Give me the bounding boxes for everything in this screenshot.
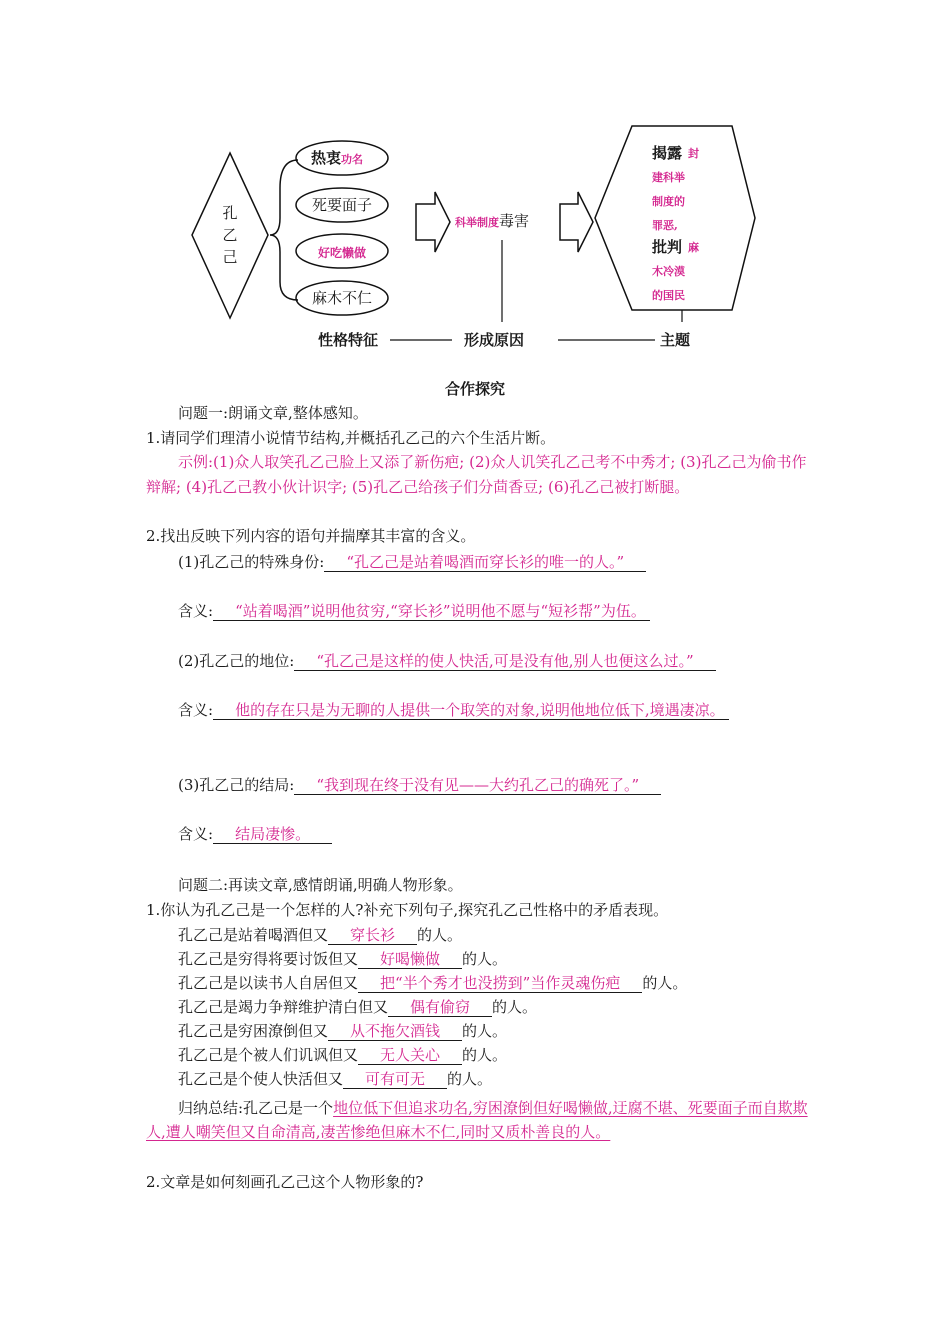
contrast-sentence: 孔乙己是站着喝酒但又 穿长衫 的人。 <box>178 926 463 944</box>
contrast-sentence: 孔乙己是穷困潦倒但又 从不拖欠酒钱 的人。 <box>178 1022 508 1040</box>
label-causes: 形成原因 <box>464 331 525 349</box>
theme-answer-1-l4: 罪恶, <box>652 219 678 232</box>
contrast-sentence: 孔乙己是以读书人自居但又 把“半个秀才也没捞到”当作灵魂伤疤 的人。 <box>178 974 688 992</box>
status-answer: “孔乙己是这样的使人快活,可是没有他,别人也便这么过。” <box>294 653 715 671</box>
contrast-sentence: 孔乙己是穷得将要讨饭但又 好喝懒做 的人。 <box>178 950 508 968</box>
q2-item1: 1.你认为孔乙己是一个怎样的人?补充下列句子,探究孔乙己性格中的矛盾表现。 <box>146 901 669 919</box>
trait-4: 麻木不仁 <box>312 289 373 307</box>
ending-meaning: 结局凄惨。 <box>213 826 332 844</box>
status-meaning: 他的存在只是为无聊的人提供一个取笑的对象,说明他地位低下,境遇凄凉。 <box>213 702 729 720</box>
theme-answer-2-l2: 木冷漠 <box>652 265 685 278</box>
label-theme: 主题 <box>660 331 691 349</box>
theme-label-1: 揭露 <box>652 144 683 162</box>
ending-row: (3)孔乙己的结局: “我到现在终于没有见——大约孔乙己的确死了。” <box>178 775 661 795</box>
label-traits: 性格特征 <box>318 331 379 349</box>
theme-answer-1-l2: 建科举 <box>652 171 685 184</box>
summary-row: 归纳总结:孔乙己是一个地位低下但追求功名,穷困潦倒但好喝懒做,迂腐不堪、死要面子而自欺欺人,遭人嘲笑但又自命清高,凄苦惨绝但麻木不仁,同时又质朴善良的人。 <box>146 1099 808 1141</box>
q2-title: 问题二:再读文章,感情朗诵,明确人物形象。 <box>178 876 463 894</box>
identity-meaning: “站着喝酒”说明他贫穷,“穿长衫”说明他不愿与“短衫帮”为伍。 <box>213 603 650 621</box>
identity-meaning-row: 含义: “站着喝酒”说明他贫穷,“穿长衫”说明他不愿与“短衫帮”为伍。 <box>178 601 650 621</box>
section-title: 合作探究 <box>444 380 505 398</box>
identity-answer: “孔乙己是站着喝酒而穿长衫的唯一的人。” <box>324 554 646 572</box>
q1-item1: 1.请同学们理清小说情节结构,并概括孔乙己的六个生活片断。 <box>146 429 556 447</box>
trait-3: 好吃懒做 <box>318 246 367 260</box>
center-label <box>221 202 239 268</box>
q1-item2: 2.找出反映下列内容的语句并揣摩其丰富的含义。 <box>146 527 476 545</box>
ending-answer: “我到现在终于没有见——大约孔乙己的确死了。” <box>294 777 661 795</box>
identity-row: (1)孔乙己的特殊身份: “孔乙己是站着喝酒而穿长衫的唯一的人。” <box>178 552 646 572</box>
theme-answer-2-l3: 的国民 <box>652 289 685 302</box>
contrast-sentence: 孔乙己是竭力争辩维护清白但又 偶有偷窃 的人。 <box>178 998 538 1016</box>
q2-item2: 2.文章是如何刻画孔乙己这个人物形象的? <box>146 1173 424 1191</box>
contrast-sentence: 孔乙己是个被人们讥讽但又 无人关心 的人。 <box>178 1046 508 1064</box>
q1-example: 示例:(1)众人取笑孔乙己脸上又添了新伤疤; (2)众人讥笑孔乙己考不中秀才; (3)孔乙己为偷书作辩解; (4)孔乙己教小伙计识字; (5)孔乙己给孩子们分茴香豆; (6)孔乙己被打断腿。 <box>146 453 807 496</box>
status-row: (2)孔乙己的地位: “孔乙己是这样的使人快活,可是没有他,别人也便这么过。” <box>178 651 716 671</box>
summary-answer: 地位低下但追求功名,穷困潦倒但好喝懒做,迂腐不堪、死要面子而自欺欺人,遭人嘲笑但又自命清高,凄苦惨绝但麻木不仁,同时又质朴善良的人。 <box>146 1099 808 1141</box>
character-diagram <box>180 118 780 358</box>
trait-2: 死要面子 <box>312 196 373 214</box>
arrow-right-2 <box>560 192 593 252</box>
contrast-sentence: 孔乙己是个使人快活但又 可有可无 的人。 <box>178 1070 493 1088</box>
status-meaning-row: 含义: 他的存在只是为无聊的人提供一个取笑的对象,说明他地位低下,境遇凄凉。 <box>178 700 729 720</box>
theme-answer-1-l1: 封 <box>688 147 699 160</box>
center-label-text: 孔 乙 己 <box>222 204 238 266</box>
theme-label-2: 批判 <box>652 238 683 256</box>
trait-1: 热衷功名 <box>311 149 364 167</box>
theme-answer-1-l3: 制度的 <box>652 195 685 208</box>
theme-answer-2-l1: 麻 <box>688 241 699 254</box>
ending-meaning-row: 含义: 结局凄惨。 <box>178 824 332 844</box>
q1-title: 问题一:朗诵文章,整体感知。 <box>178 404 368 422</box>
trait-brace <box>270 160 298 300</box>
arrow-right-1 <box>416 192 450 252</box>
cause-label: 科举制度毒害 <box>455 212 530 230</box>
